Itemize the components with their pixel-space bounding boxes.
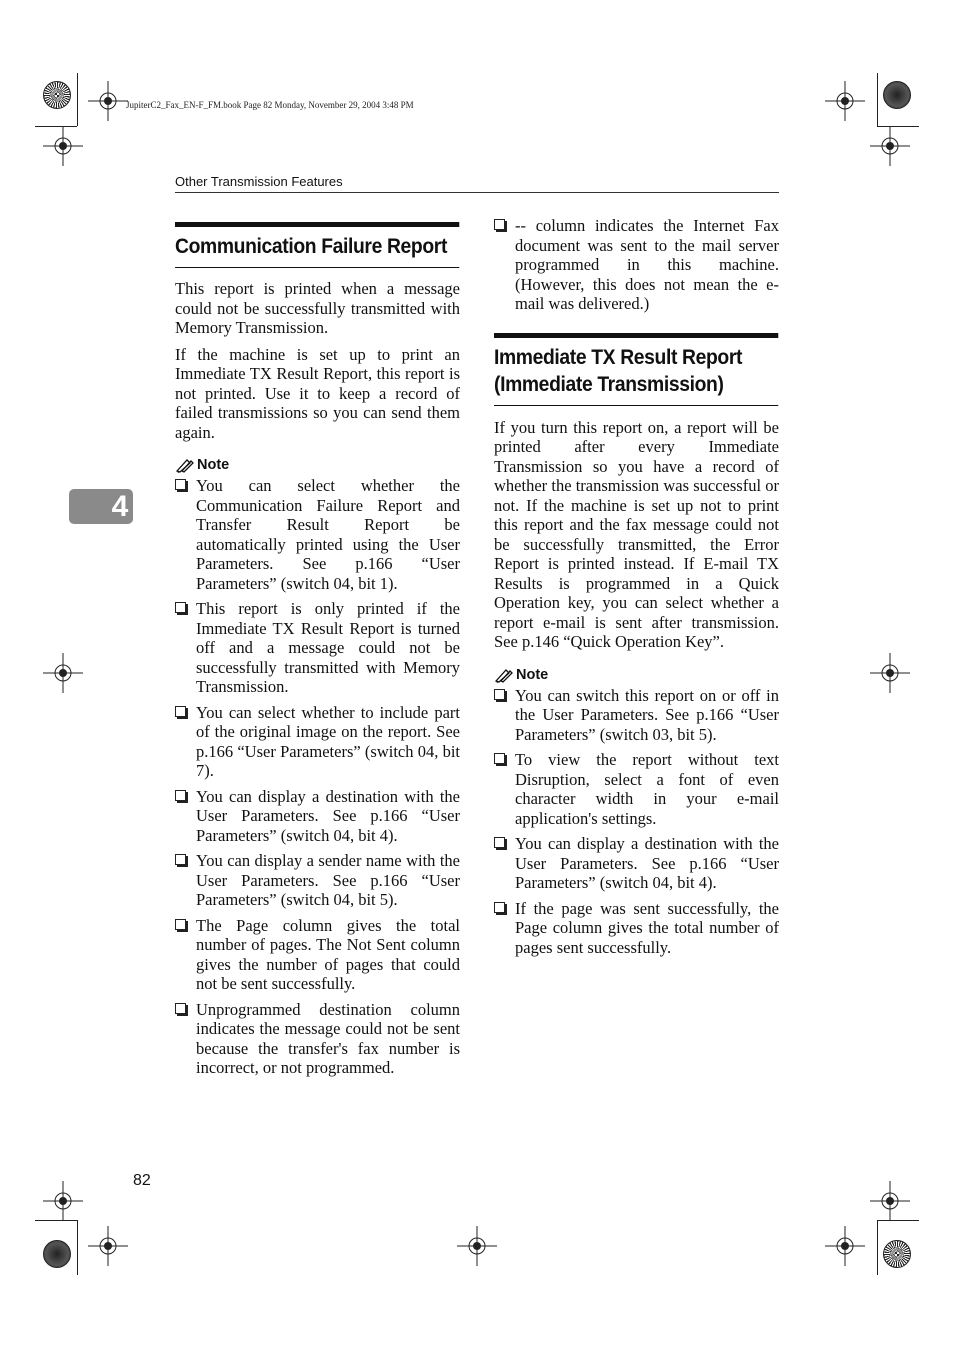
list-item: The Page column gives the total number of pages. The Not Sent column gives the number of pages that could not be sent successfully.	[175, 916, 460, 994]
checkbox-bullet-icon	[175, 1003, 186, 1014]
crosshair-icon	[825, 81, 865, 121]
crosshair-icon	[88, 1226, 128, 1266]
list-item: -- column indicates the Internet Fax document was sent to the mail server programmed in this machine. (However, this does not mean the e-mail was delivered.)	[494, 216, 779, 314]
note-label: Note	[516, 666, 549, 683]
checkbox-bullet-icon	[175, 706, 186, 717]
checkbox-bullet-icon	[175, 602, 186, 613]
list-item: If the page was sent successfully, the Page column gives the total number of pages sent successfully.	[494, 899, 779, 958]
chapter-tab	[69, 489, 133, 524]
crosshair-icon	[825, 1226, 865, 1266]
body-paragraph: This report is printed when a message could not be successfully transmitted with Memory Transmission.	[175, 279, 460, 337]
right-column	[494, 216, 779, 963]
note-list	[494, 216, 779, 314]
list-item: You can switch this report on or off in the User Parameters. See p.166 “User Parameters” (switch 03, bit 5).	[494, 686, 779, 745]
note-list	[494, 686, 779, 958]
color-disc-icon	[43, 81, 71, 109]
running-head: Other Transmission Features	[175, 174, 343, 189]
crosshair-icon	[43, 653, 83, 693]
list-item: To view the report without text Disruption, select a font of even character width in your e-mail application's settings.	[494, 750, 779, 828]
checkbox-bullet-icon	[494, 837, 505, 848]
list-item: You can display a destination with the User Parameters. See p.166 “User Parameters” (switch 04, bit 4).	[494, 834, 779, 893]
checkbox-bullet-icon	[175, 790, 186, 801]
list-item: Unprogrammed destination column indicates the message could not be sent because the transfer's fax number is incorrect, or not programmed.	[175, 1000, 460, 1078]
list-item: You can select whether to include part of the original image on the report. See p.166 “User Parameters” (switch 04, bit 7).	[175, 703, 460, 781]
color-disc-icon	[883, 81, 911, 109]
checkbox-bullet-icon	[175, 479, 186, 490]
pencil-icon	[175, 457, 195, 473]
header-divider	[175, 192, 779, 193]
color-disc-icon	[883, 1240, 911, 1268]
chapter-number: 4	[111, 489, 129, 523]
crosshair-icon	[870, 1181, 910, 1221]
body-paragraph: If you turn this report on, a report will be printed after every Immediate Transmission so you have a record of whether the transmission was successful or not. If the machine is set up not to print this report and the fax message could not be successfully transmitted, the Error Report is printed instead. If E-mail TX Results is programmed in a Quick Operation key, you can select whether a report e-mail is sent after transmission. See p.146 “Quick Operation Key”.	[494, 417, 779, 651]
note-heading	[175, 457, 460, 473]
checkbox-bullet-icon	[175, 919, 186, 930]
crosshair-icon	[43, 1181, 83, 1221]
list-item: You can display a destination with the User Parameters. See p.166 “User Parameters” (switch 04, bit 4).	[175, 787, 460, 846]
color-disc-icon	[43, 1240, 71, 1268]
book-info: JupiterC2_Fax_EN-F_FM.book Page 82 Monday, November 29, 2004 3:48 PM	[126, 100, 414, 110]
left-column	[175, 222, 460, 1084]
checkbox-bullet-icon	[494, 689, 505, 700]
checkbox-bullet-icon	[494, 753, 505, 764]
list-item: This report is only printed if the Immediate TX Result Report is turned off and a message could not be successfully transmitted with Memory Transmission.	[175, 599, 460, 697]
crosshair-icon	[870, 126, 910, 166]
checkbox-bullet-icon	[175, 854, 186, 865]
note-label: Note	[197, 457, 230, 473]
crosshair-icon	[457, 1226, 497, 1266]
note-list	[175, 476, 460, 1078]
crosshair-icon	[43, 126, 83, 166]
section-title: Communication Failure Report	[175, 222, 459, 268]
note-heading	[494, 667, 779, 683]
pencil-icon	[494, 667, 514, 683]
list-item: You can display a sender name with the User Parameters. See p.166 “User Parameters” (switch 04, bit 5).	[175, 851, 460, 910]
section-title: Immediate TX Result Report (Immediate Transmission)	[494, 333, 778, 406]
crosshair-icon	[88, 81, 128, 121]
crosshair-icon	[870, 653, 910, 693]
checkbox-bullet-icon	[494, 902, 505, 913]
body-paragraph: If the machine is set up to print an Immediate TX Result Report, this report is not printed. Use it to keep a record of failed transmissions so you can send them again.	[175, 344, 460, 442]
list-item: You can select whether the Communication Failure Report and Transfer Result Report be automatically printed using the User Parameters. See p.166 “User Parameters” (switch 04, bit 1).	[175, 476, 460, 593]
page-number: 82	[133, 1172, 151, 1189]
checkbox-bullet-icon	[494, 219, 505, 230]
